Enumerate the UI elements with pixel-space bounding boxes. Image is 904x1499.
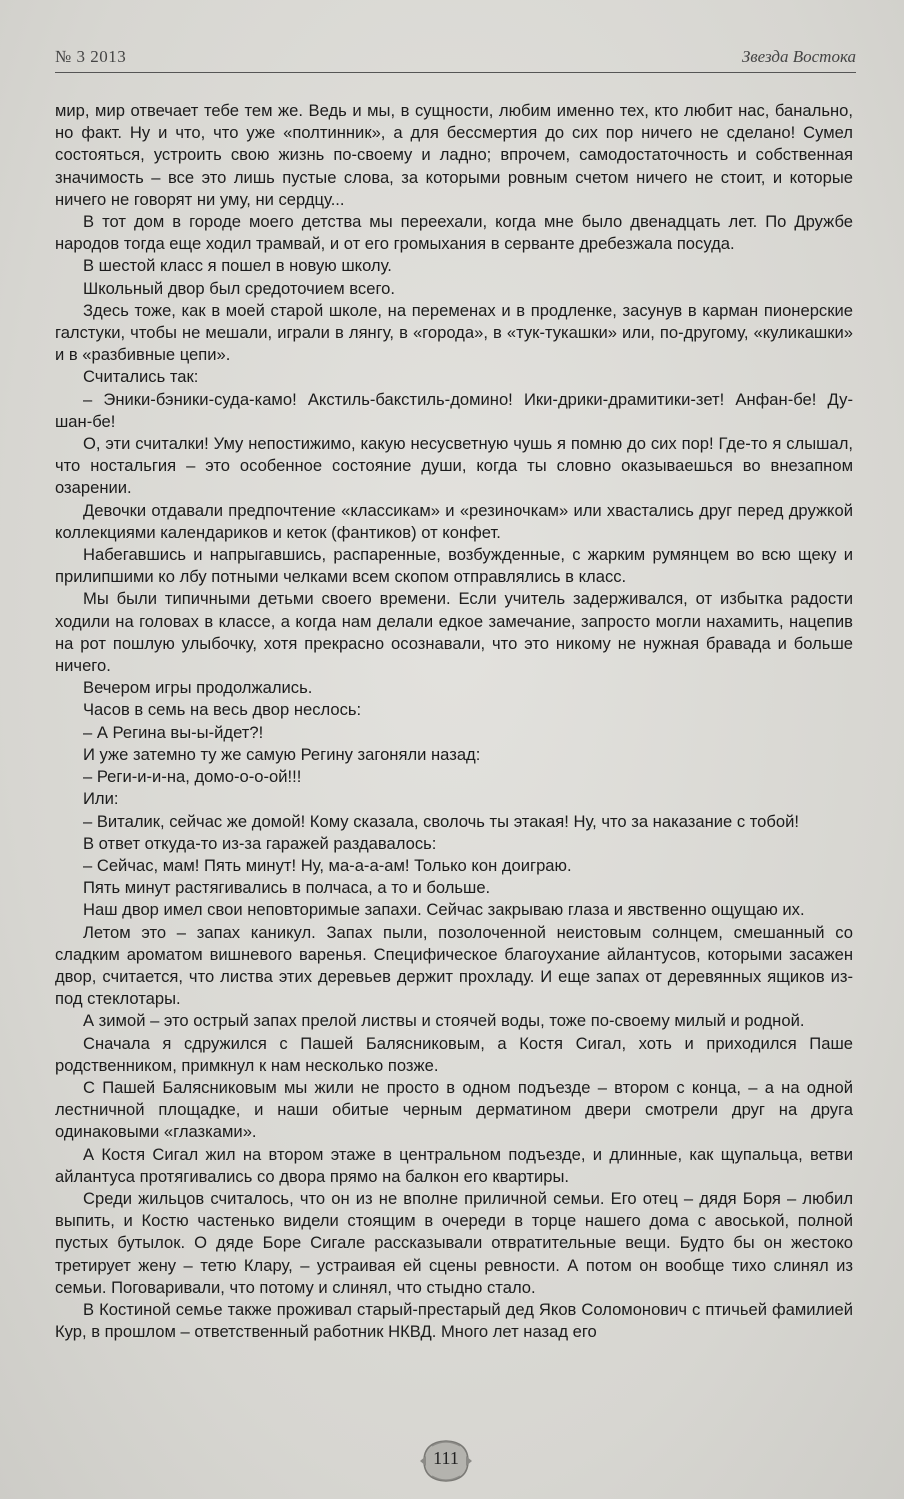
paragraph: В шестой класс я пошел в новую школу.	[83, 256, 392, 276]
paragraph: – А Регина вы-ы-йдет?!	[83, 722, 264, 742]
paragraph: А зимой – это острый запах прелой листвы и стоячей воды, тоже по-своему милый и родной.	[83, 1011, 805, 1031]
paragraph: В ответ откуда-то из-за гаражей раздавалось:	[83, 833, 437, 853]
paragraph: В тот дом в городе моего детства мы переехали, когда мне было двенадцать лет. По Дружбе народов тогда еще ходил трамвай, и от его громыхания в серванте дребезжала посуда.	[55, 212, 853, 254]
running-header	[55, 44, 856, 73]
paragraph: Или:	[83, 789, 119, 809]
paragraph: Пять минут растягивались в полчаса, а то и больше.	[83, 878, 491, 898]
paragraph: С Пашей Балясниковым мы жили не просто в одном подъезде – втором с конца, – а на одной лестничной площадке, и наши обитые черным дерматином двери смотрели друг на друга одинаковыми «глазками».	[55, 1077, 853, 1142]
paragraph: Наш двор имел свои неповторимые запахи. Сейчас закрываю глаза и явственно ощущаю их.	[83, 900, 805, 920]
paragraph: – Реги-и-и-на, домо-о-о-ой!!!	[83, 767, 302, 787]
paragraph: мир, мир отвечает тебе тем же. Ведь и мы, в сущности, любим именно тех, кто любит нас, банально, но факт. Ну и что, что уже «полтинник», а для бессмертия до сих пор ничего не сделано! Сумел состояться, устроить свою жизнь по-своему и ладно; впрочем, самодостаточность и собственная значимость – все это лишь пустые слова, за которыми ровным счетом ничего не стоит, и которые ничего не говорят ни уму, ни сердцу...	[55, 101, 853, 209]
paragraph: Школьный двор был средоточием всего.	[83, 278, 395, 298]
issue-number: № 3 2013	[55, 47, 127, 66]
paragraph: О, эти считалки! Уму непостижимо, какую несусветную чушь я помню до сих пор! Где-то я слышал, что ностальгия – это особенное состояние души, когда ты словно оказываешься во внезапном озарении.	[55, 434, 853, 498]
article-text	[55, 100, 853, 1343]
paragraph: – Сейчас, мам! Пять минут! Ну, ма-а-а-ам! Только кон доиграю.	[83, 855, 572, 875]
paragraph: Среди жильцов считалось, что он из не вполне приличной семьи. Его отец – дядя Боря – любил выпить, и Костю частенько видели стоящим в очереди в торце нашего дома с авоськой, полной пустых бутылок. О дяде Боре Сигале рассказывали отвратительные вещи. Будто бы он жестоко третирует жену – тетю Клару, – устраивая ей сцены ревности. А потом он вообще тихо слинял из семьи. Поговаривали, что потому и слинял, что стыдно стало.	[55, 1188, 853, 1297]
paragraph: Девочки отдавали предпочтение «классикам» и «резиночкам» или хвастались друг перед дружкой коллекциями календариков и кеток (фантиков) от конфет.	[55, 500, 853, 542]
paragraph: Считались так:	[83, 367, 199, 387]
paragraph: А Костя Сигал жил на втором этаже в центральном подъезде, и длинные, как щупальца, ветви айлантуса протягивались со двора прямо на балкон его квартиры.	[55, 1144, 853, 1186]
page-number: 111	[433, 1448, 459, 1468]
paragraph: – Виталик, сейчас же домой! Кому сказала, сволочь ты этакая! Ну, что за наказание с тобой!	[83, 811, 800, 831]
paragraph: – Эники-бэники-суда-камо! Акстиль-бакстиль-домино! Ики-дрики-драмитики-зет! Анфан-бе! Ду-шан-бе!	[55, 389, 853, 431]
paragraph: И уже затемно ту же самую Регину загоняли назад:	[83, 744, 481, 764]
paragraph: Набегавшись и напрыгавшись, распаренные, возбужденные, с жарким румянцем во всю щеку и прилипшими ко лбу потными челками всем скопом отправлялись в класс.	[55, 545, 853, 587]
paragraph: Мы были типичными детьми своего времени. Если учитель задерживался, от избытка радости ходили на головах в классе, а когда нам делали едкое замечание, запросто могли нахамить, нацепив на рот пошлую улыбочку, хотя прекрасно осознавали, что это никому не нужная бравада и больше ничего.	[55, 589, 853, 676]
paragraph: Сначала я сдружился с Пашей Балясниковым, а Костя Сигал, хоть и приходился Паше родственником, примкнул к нам несколько позже.	[55, 1033, 853, 1075]
paragraph: Здесь тоже, как в моей старой школе, на переменах и в продленке, засунув в карман пионерские галстуки, чтобы не мешали, играли в лянгу, в «города», в «тук-тукашки» или, по-другому, «куликашки» и в «разбивные цепи».	[55, 300, 853, 365]
paragraph: В Костиной семье также проживал старый-престарый дед Яков Соломонович с птичьей фамилией Кур, в прошлом – ответственный работник НКВД. Много лет назад его	[55, 1299, 853, 1342]
magazine-title: Звезда Востока	[741, 47, 856, 66]
paragraph: Летом это – запах каникул. Запах пыли, позолоченной неистовым солнцем, смешанный со сладким ароматом вишневого варенья. Специфическое благоухание айлантусов, которыми засажен двор, считается, что листва этих деревьев держит прохладу. И еще запах от деревянных ящиков из-под стеклотары.	[55, 922, 853, 1009]
paragraph: Часов в семь на весь двор неслось:	[83, 700, 362, 720]
page-number-badge	[418, 1436, 474, 1486]
paragraph: Вечером игры продолжались.	[83, 678, 313, 698]
